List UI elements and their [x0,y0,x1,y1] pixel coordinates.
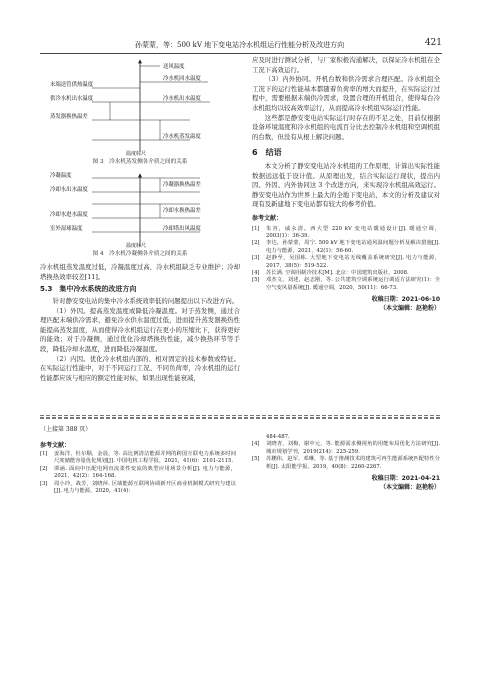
editor-note: （本文编辑：赵艳粉） [379,305,440,313]
fig4-label-5: 冷却水进水温度 [50,211,88,218]
fig3-axis-label: 温度标尺 [126,151,147,156]
running-title: 孙蒙蒙，等：500 kV 地下变电站冷水机组运行性能分析及改进方向 [135,41,345,49]
fig3-label-1: 送风温度 [163,64,185,70]
right-column [252,56,440,313]
bottom-left-references [40,436,236,495]
reference-list [40,451,236,495]
fig4-label-7: 室外湿球温度 [50,225,83,232]
fig3-label-7: 冷水机蒸发温度 [163,134,201,140]
paragraph: 这些都是静安变电站实际运行时存在的不足之处，目前仅根据设备环境温度和冷水机组的电流百分比去控制冷水机组和空调机组的台数，但没有从根上解决问题。 [252,113,440,141]
reference-item: [3] 赵静至，吴国栋. 大型地下变电站无线覆盖系统研究[J]. 电力与能源，2017，38(5)：519-522. [252,255,440,269]
fig3-label-5: 供冷水机出水温度 [50,96,94,102]
left-column [40,56,240,383]
bottom-right-references [252,434,440,492]
header-rule [40,53,442,54]
fig4-label-1: 冷凝温度 [50,172,72,179]
fig4-label-6: 冷却塔出风温度 [163,225,201,232]
reference-item: [1] 朱容，戚永清。西大型 220 kV 变电站暖通设计[J]. 暖通空调，2003(1)：36-39. [252,225,440,239]
paragraph: （3）内外协同。开机台数和供冷需求合理匹配。冷水机组全工况下的运行性能基本都随着负荷率的增大而提升，在实际运行过程中，需要根据末端供冷需求，设置合理的开机组合，使得每台冷水机组均以较高效率运行，从而提高冷水机组实际运行性能。 [252,75,440,112]
reference-item: [5] 邓杰文，刘述，赵志刚，等. 公共建筑空调系统运行调适方法研究(1)：全空气变风量系统[J]. 暖通空调，2020，50(11)：66-73. [252,277,440,291]
references-heading: 参考文献： [40,442,71,449]
paragraph: 本文分析了静安变电站冷水机组的工作原理，计算出实际性能数据远远低于设计值。从原理出发，结合实际运行现状，提出内因、外因、内外协同这 3 个改进方向，来实现冷水机组高效运行。静安变电站作为世界上最大的全地下变电站，本文的分析及建议对现有及新建地下变电站都有较大的参考价值。 [252,161,440,209]
fig3-label-4: 冷水机出水温度 [163,96,201,102]
continued-note: （上接第 388 页） [40,426,92,433]
received-date: 收稿日期：2021-04-21 [371,475,440,483]
page-number: 421 [424,38,442,48]
editor-note: （本文编辑：赵艳粉） [379,484,440,492]
figure-3 [40,56,240,168]
section-heading-5-3: 5.3 集中冷水系统的改进方向 [40,285,137,294]
references-heading: 参考文献： [252,214,283,222]
fig3-label-2: 冷水机回水温度 [163,76,201,82]
fig3-label-6: 蒸发器换热温差 [50,114,88,120]
reference-item: [4] 刘晓青，刘梅，谢中元，等. 能源需求侧视角的用能布局优化方法研究[J]. 城市规划学刊，2019(214)：225-259. [252,441,440,455]
figure-4-caption: 图 4 冷水机冷凝侧各介质之间的关系 [92,250,188,257]
page-header [40,38,442,52]
reference-continuation: 484-487. [266,434,290,440]
paragraph: （2）内因。优化冷水机组内部的、相对固定的技术参数或特征。在实际运行性能中，对于不同运行工况、不同负荷率，冷水机组的运行性能都应该与相应的额定性能对标，如果出现性能衰减， [40,354,240,382]
fig4-axis-label: 温度标尺 [126,242,147,248]
received-date-block [252,295,440,313]
figure-3-caption: 图 3 冷水机蒸发侧各介质之间的关系 [92,159,188,165]
reference-list [252,226,440,293]
reference-item: [2] 谭涵. 面向中压配电网直流柔性变流的典型应用场景分析[J]. 电力与能源，2021，42(2)：164-168. [40,465,236,480]
reference-item: [5] 苏鹏伟，赵军，邓琳，等. 基于推测技术的建筑可再生能源系统匹配特性分析[J]. 太阳能学报，2019，40(8)：2260-2267. [252,456,440,470]
figure-4-diagram [40,172,240,248]
reference-item: [4] 苏长满. 空调用制冷技术[M]. 北京：中国建筑出版社，2008. [252,269,409,276]
fig3-label-3: 末端送管供热温度 [50,82,94,88]
figure-3-diagram [40,56,240,156]
paragraph: 冷水机组蒸发温度过低，冷凝温度过高，冷水机组缺乏专业维护；冷却塔换热效率较差[11]。 [40,263,240,281]
section-heading-6: 6 结语 [252,148,282,158]
fig4-label-2: 冷凝器换热温差 [163,181,201,188]
fig4-label-3: 冷却水出水温度 [50,186,88,193]
reference-list [252,434,440,471]
received-date: 收稿日期：2021-06-10 [371,296,440,304]
paragraph: 应及时进行测试分析，与厂家积极沟通解决，以保证冷水机组在全工况下高效运行。 [252,56,440,74]
figure-4 [40,172,240,260]
section-divider [40,417,442,419]
reference-item: [1] 姜海洋，杜尔顺，金晨，等. 高比例清洁能源并网的跨国互联电力系统多时间尺度储能容量优化规划[J]. 中国电机工程学报，2021，41(6)：2101-2115. [40,451,236,465]
reference-item: [3] 周小玲，战芳，刘晓萍. 区域能源互联网协调新开区商业机制模式研究与建议[J]. 电力与能源，2020，41(4)： [40,480,236,495]
paragraph: （1）外因。提高蒸发温度或降低冷凝温度。对于蒸发侧，通过合理匹配末端供冷需求，避免冷水供水温度过低，进而提升蒸发器换热性能提高蒸发温度，从而使得冷水机组运行在更小的压缩比下，获得更好的能效；对于冷凝侧，通过优化冷却塔换热性能，减少换热环节等手段，降低冷却水温度，进而降低冷凝温度。 [40,306,240,353]
paragraph: 针对静安变电站的集中冷水系统效率低的问题提出以下改进方向。 [52,296,239,305]
received-date-block [252,474,440,492]
fig4-label-4: 冷却水换热温差 [163,207,201,214]
reference-item: [2] 李达，孙蒙蒙，周宁. 500 kV 地下变电站通风温间题分析及解决措施[J]. 电力与能源，2021，42(1)：56-60. [252,240,440,254]
